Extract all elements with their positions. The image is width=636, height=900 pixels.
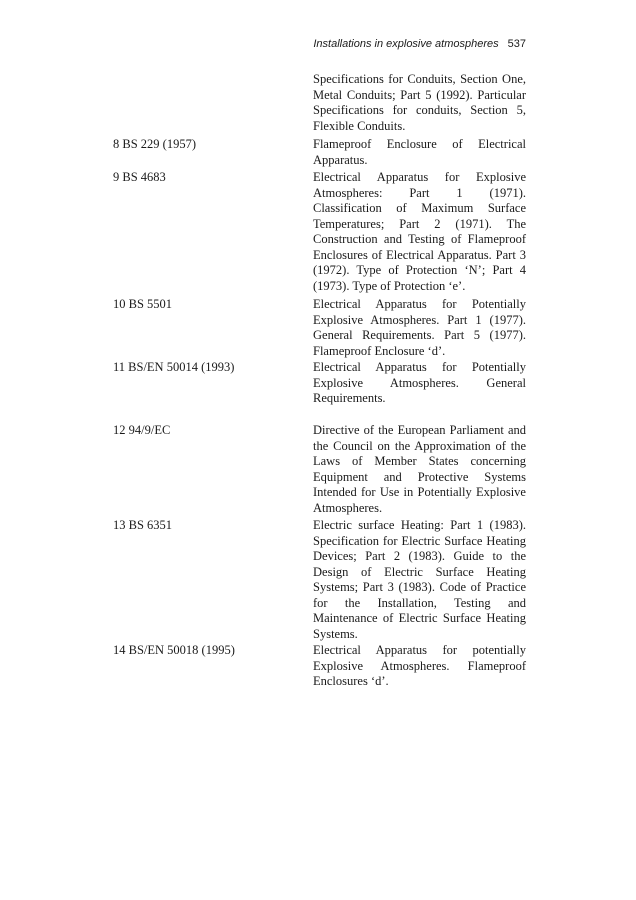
reference-label: 12 94/9/EC	[113, 423, 171, 437]
reference-entry-13	[0, 518, 636, 643]
reference-text: Electrical Apparatus for Potentially Explosive Atmospheres. General Requirements.	[313, 360, 526, 405]
reference-label: 8 BS 229 (1957)	[113, 137, 196, 151]
reference-entry-14	[0, 643, 636, 703]
reference-entry-9	[0, 170, 636, 297]
page-number: 537	[507, 38, 526, 50]
reference-entry-12	[0, 423, 636, 518]
reference-text: Flameproof Enclosure of Electrical Apparatus.	[313, 137, 526, 167]
reference-label: 10 BS 5501	[113, 297, 173, 311]
reference-text: Directive of the European Parliament and the Council on the Approximation of the Laws of Member States concerning Equipment and Protective Systems Intended for Use in Potentially Explosive Atmospheres.	[313, 423, 526, 515]
reference-text: Electrical Apparatus for Explosive Atmospheres: Part 1 (1971). Classification of Maximum Surface Temperatures; Part 2 (1971). The Construction and Testing of Flameproof Enclosures of Electrical Apparatus. Part 3 (1972). Type of Protection ‘N’; Part 4 (1973). Type of Protection ‘e’.	[313, 170, 526, 293]
reference-text: Electrical Apparatus for Potentially Explosive Atmospheres. Part 1 (1977). General Requirements. Part 5 (1977). Flameproof Enclosure ‘d’.	[313, 297, 526, 358]
reference-entry-10	[0, 297, 636, 360]
reference-entry-11	[0, 360, 636, 423]
reference-text: Electrical Apparatus for potentially Explosive Atmospheres. Flameproof Enclosures ‘d’.	[313, 643, 526, 688]
reference-label: 14 BS/EN 50018 (1995)	[113, 643, 235, 657]
reference-text: Specifications for Conduits, Section One, Metal Conduits; Part 5 (1992). Particular Specifications for conduits, Section 5, Flexible Conduits.	[313, 72, 526, 133]
running-head	[0, 37, 526, 51]
reference-label: 9 BS 4683	[113, 170, 166, 184]
reference-entry-8	[0, 137, 636, 170]
reference-label: 11 BS/EN 50014 (1993)	[113, 360, 235, 374]
reference-text: Electric surface Heating: Part 1 (1983). Specification for Electric Surface Heating Devices; Part 2 (1983). Guide to the Design of Electric Surface Heating Systems; Part 3 (1983). Code of Practice for the Installation, Testing and Maintenance of Electric Surface Heating Systems.	[313, 518, 526, 641]
reference-label: 13 BS 6351	[113, 518, 173, 532]
reference-list	[0, 72, 636, 703]
running-head-title: Installations in explosive atmospheres	[313, 38, 499, 50]
reference-entry-continued	[0, 72, 636, 137]
